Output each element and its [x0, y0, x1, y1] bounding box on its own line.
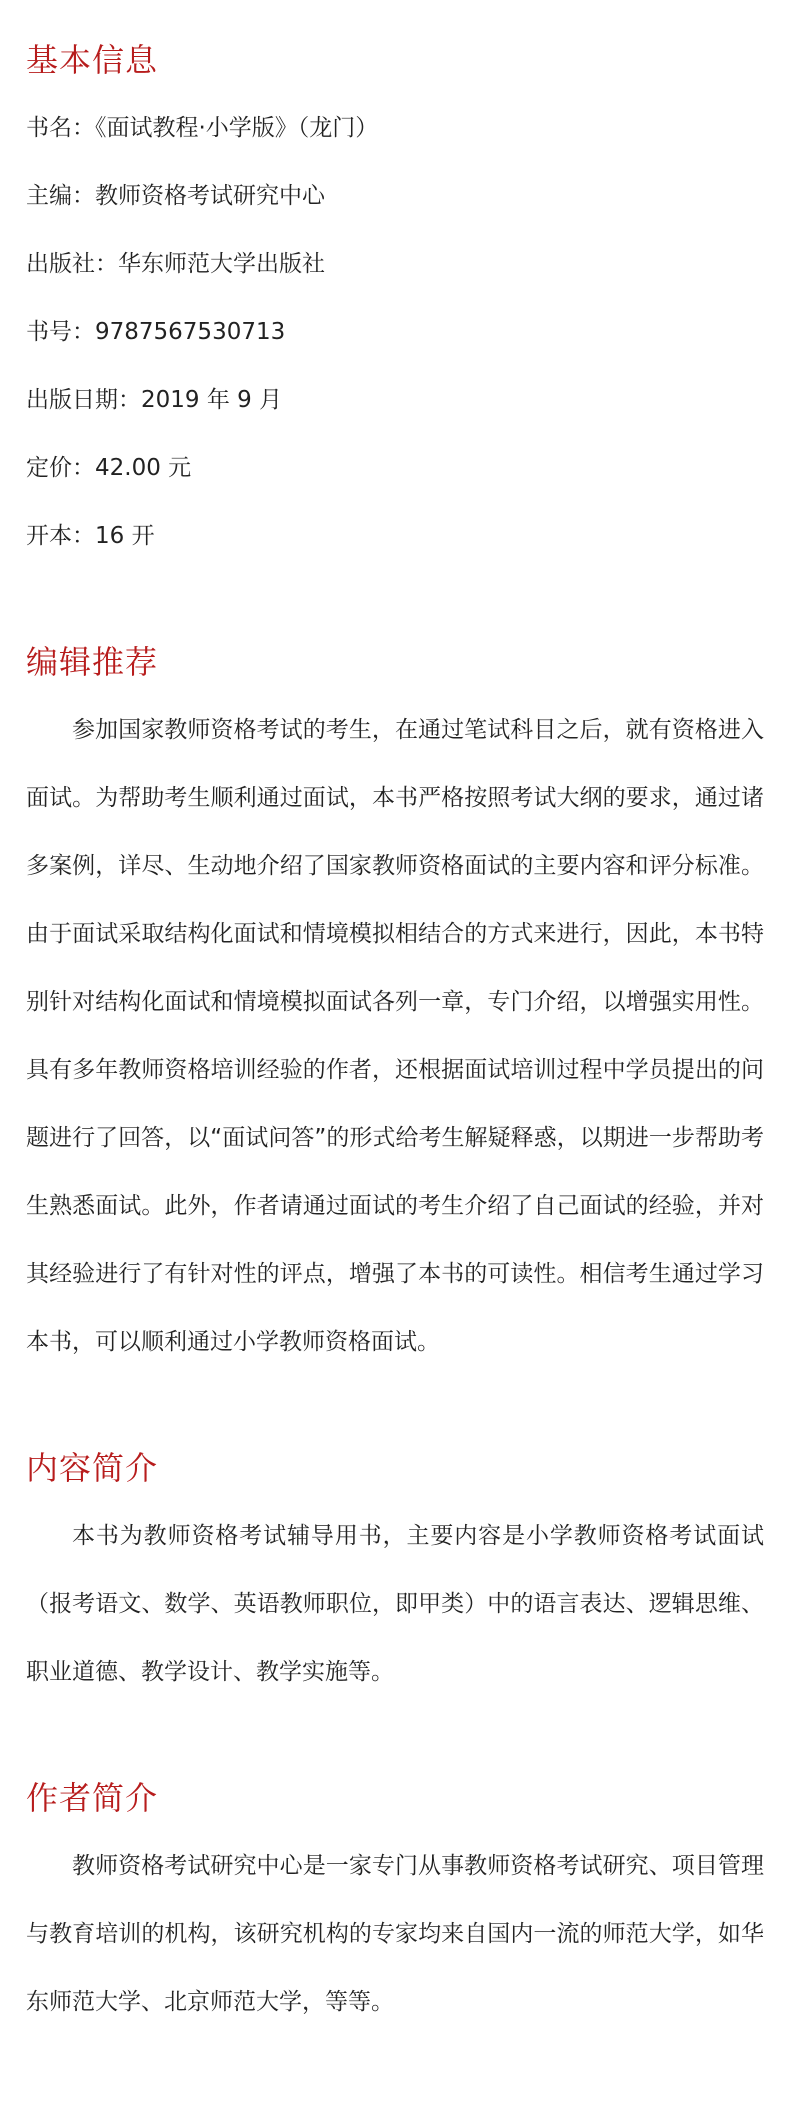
- chief-editor-line: 主编：教师资格考试研究中心: [26, 183, 325, 209]
- basic-info-section: [26, 0, 764, 570]
- format-line: 开本：16 开: [26, 523, 155, 549]
- editor-recommendation-section: [26, 640, 764, 1376]
- author-intro-text: 教师资格考试研究中心是一家专门从事教师资格考试研究、项目管理与教育培训的机构，该研究机构的专家均来自国内一流的师范大学，如华东师范大学、北京师范大学，等等。: [26, 1853, 764, 2015]
- author-intro-heading: 作者简介: [26, 1779, 159, 1817]
- price-line: 定价：42.00 元: [26, 455, 192, 481]
- basic-info-heading: 基本信息: [26, 41, 159, 79]
- isbn-line: 书号：9787567530713: [26, 319, 286, 345]
- publisher-line: 出版社：华东师范大学出版社: [26, 251, 325, 277]
- content-intro-text: 本书为教师资格考试辅导用书，主要内容是小学教师资格考试面试（报考语文、数学、英语教师职位，即甲类）中的语言表达、逻辑思维、职业道德、教学设计、教学实施等。: [26, 1523, 764, 1685]
- editor-recommendation-heading: 编辑推荐: [26, 643, 159, 681]
- content-intro-heading: 内容简介: [26, 1449, 159, 1487]
- publish-date-line: 出版日期：2019 年 9 月: [26, 387, 283, 413]
- editor-recommendation-text: 参加国家教师资格考试的考生，在通过笔试科目之后，就有资格进入面试。为帮助考生顺利通过面试，本书严格按照考试大纲的要求，通过诸多案例，详尽、生动地介绍了国家教师资格面试的主要内容和评分标准。由于面试采取结构化面试和情境模拟相结合的方式来进行，因此，本书特别针对结构化面试和情境模拟面试各列一章，专门介绍，以增强实用性。具有多年教师资格培训经验的作者，还根据面试培训过程中学员提出的问题进行了回答，以“面试问答”的形式给考生解疑释惑，以期进一步帮助考生熟悉面试。此外，作者请通过面试的考生介绍了自己面试的经验，并对其经验进行了有针对性的评点，增强了本书的可读性。相信考生通过学习本书，可以顺利通过小学教师资格面试。: [26, 717, 764, 1355]
- content-intro-section: [26, 1446, 764, 1706]
- author-intro-section: [26, 1776, 764, 2036]
- book-title-line: 书名：《面试教程·小学版》（龙门）: [26, 115, 379, 141]
